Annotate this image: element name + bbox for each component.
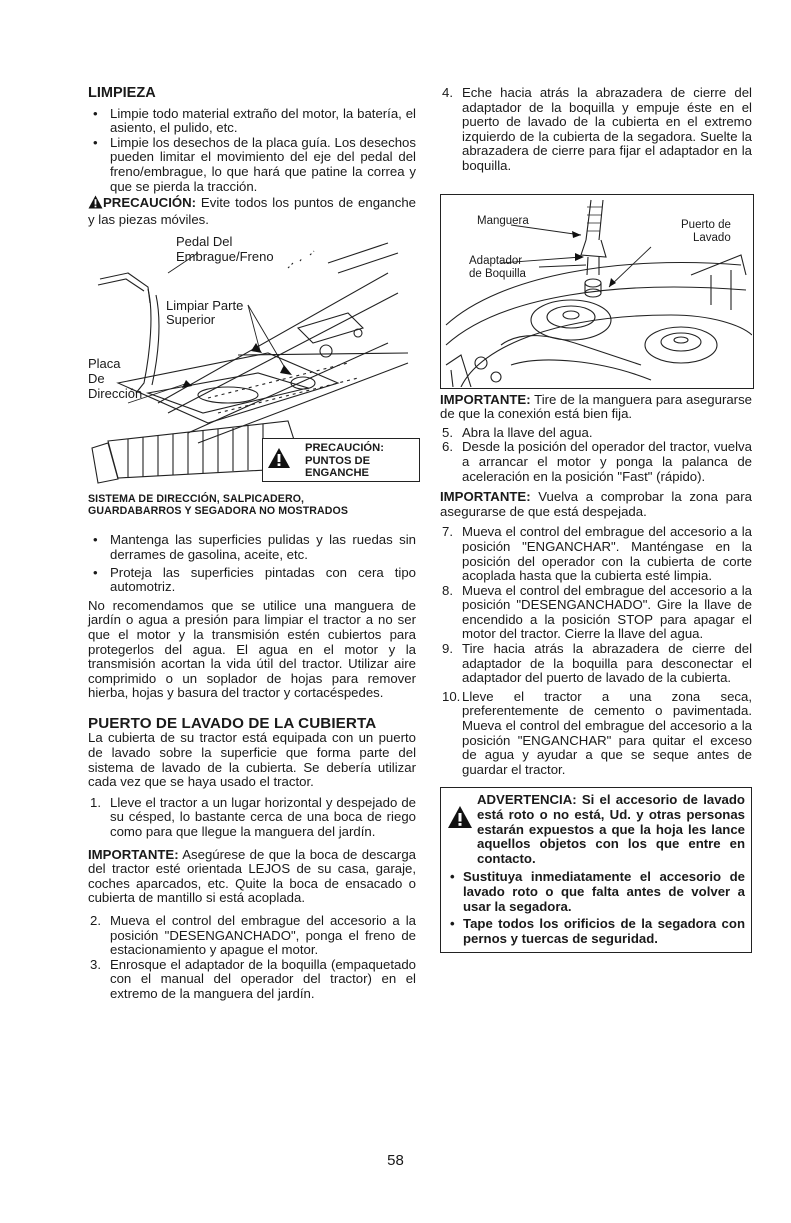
- importante-text: Asegúrese de que la boca de descarga del tractor esté orientada LEJOS de su casa, garaje, coches aparcados, etc. Quite la boca de ensacado o cubierta de mantillo si está acoplada.: [88, 846, 416, 906]
- importante-note-1: [440, 393, 752, 422]
- page-number: 58: [387, 1152, 404, 1169]
- step-text: Lleve el tractor a una zona seca, preferentemente de cemento o pavimentada. Mueva el control del embrague del accesorio a la posición "ENGANCHAR" para quitar el exceso de agua y ayudar a que se seque antes de guardar el tractor.: [462, 688, 752, 777]
- step-text: Desde la posición del operador del tractor, vuelva a arrancar el motor y ponga la palanca de aceleración en la posición "Fast" (rápido).: [462, 439, 752, 484]
- label-adaptador-1: Adaptador: [469, 254, 523, 267]
- importante-note: [88, 848, 416, 906]
- step-number: 2.: [90, 913, 101, 928]
- step-number: 1.: [90, 794, 101, 810]
- step-text: Lleve el tractor a un lugar horizontal y despejado de su césped, lo bastante cerca de una boca de riego como para que llegue la manguera del jardín.: [110, 794, 416, 840]
- list-item: [88, 796, 416, 840]
- importante-label: IMPORTANTE:: [88, 846, 179, 862]
- list-item: [88, 914, 416, 958]
- importante-text: Vuelva a comprobar la zona para asegurarse de que está despejada.: [440, 489, 752, 519]
- figure-caption-1: SISTEMA DE DIRECCIÓN, SALPICADERO,: [88, 493, 305, 506]
- precaucion-note: [88, 195, 416, 227]
- importante-label: IMPORTANTE:: [440, 489, 531, 505]
- precaucion-label: PRECAUCIÓN:: [103, 195, 197, 211]
- importante-note-2: [440, 490, 752, 519]
- step-number: 9.: [442, 641, 453, 657]
- importante-text: Tire de la manguera para asegurarse de que la conexión está bien fija.: [440, 391, 752, 422]
- list-item: • Sustituya inmediatamente el accesorio de lavado roto o que falta antes de volver a usar la segadora.: [450, 869, 745, 914]
- figure-wash-port: [440, 194, 754, 389]
- caution-pinch-box: [262, 438, 420, 482]
- right-column: [440, 86, 752, 953]
- bullet-text: Sustituya inmediatamente el accesorio de lavado roto o que falta antes de volver a usar la segadora.: [463, 869, 745, 914]
- caution-line-3: ENGANCHE: [305, 467, 370, 480]
- figure-caption-2: GUARDABARROS Y SEGADORA NO MOSTRADOS: [88, 505, 349, 518]
- list-item: • Mantenga las superficies pulidas y las ruedas sin derrames de gasolina, aceite, etc.: [93, 532, 416, 562]
- label-manguera: Manguera: [477, 214, 529, 227]
- limpieza-heading: LIMPIEZA: [88, 85, 156, 101]
- step-text: Mueva el control del embrague del accesorio a la posición "ENGANCHAR". Manténgase en la posición del operador con la cubierta de corte acoplada hasta que la cubierta esté limpia.: [462, 524, 752, 584]
- warning-bullets: [447, 870, 745, 946]
- step-text: Enrosque el adaptador de la boquilla (empaquetado con el manual del operador del tractor) en el extremo de la manguera del jardín.: [110, 956, 416, 1001]
- step-number: 7.: [442, 524, 453, 540]
- care-bullets: [88, 533, 416, 594]
- steps-list-4: [440, 426, 752, 484]
- caution-pinch-text: [305, 442, 384, 479]
- puerto-intro: La cubierta de su tractor está equipada con un puerto de lavado sobre la superficie que forma parte del sistema de lavado de la cubierta. Se debería utilizar cada vez que se haya usado el tractor.: [88, 730, 416, 790]
- steps-list-5: [440, 525, 752, 777]
- bullet-text: Proteja las superficies pintadas con cera tipo automotriz.: [110, 564, 416, 595]
- label-limpiar-2: Superior: [166, 312, 216, 328]
- left-column: [88, 86, 416, 1002]
- list-item: • Limpie los desechos de la placa guía. Los desechos pueden limitar el movimiento del eje del pedal del freno/embrague, lo que hará que patine la correa y que se pierda la tracción.: [93, 134, 416, 194]
- puerto-heading: PUERTO DE LAVADO DE LA CUBIERTA: [88, 714, 377, 732]
- step-number: 6.: [442, 439, 453, 455]
- precaucion-text: Evite todos los puntos de enganche y las piezas móviles.: [88, 195, 416, 227]
- warning-triangle-icon: [267, 447, 291, 469]
- bullet-text: Limpie los desechos de la placa guía. Los desechos pueden limitar el movimiento del eje del pedal del freno/embrague, lo que hará que patine la correa y que se pierda la tracción.: [110, 134, 416, 194]
- steps-list-1: [88, 796, 416, 840]
- warning-heading: ADVERTENCIA: Si el accesorio de lavado está roto o no está, Ud. y otras personas estarán expuestos a que la hoja les lance aquellos objetos con los que entre en contacto.: [477, 792, 745, 866]
- step-number: 8.: [442, 582, 453, 598]
- caution-line-1: PRECAUCIÓN:: [305, 442, 384, 455]
- label-placa-1: Placa: [88, 356, 121, 372]
- list-item: [440, 584, 752, 642]
- label-pedal-1: Pedal Del: [176, 234, 233, 250]
- list-item: • Limpie todo material extraño del motor, la batería, el asiento, el pulido, etc.: [93, 105, 416, 136]
- step-text: Abra la llave del agua.: [462, 424, 593, 440]
- warning-triangle-icon: [88, 195, 103, 213]
- hose-paragraph: No recomendamos que se utilice una manguera de jardín o agua a presión para limpiar el tractor a no ser que el motor y la transmisión estén cubiertos para protegerlos del agua. El agua en el motor y la transmisión acortan la vida útil del tractor. Utilizar aire comprimido o un soplador de hojas para remover hierba, hojas y basura del tractor y cortacéspedes.: [88, 597, 416, 701]
- list-item: • Proteja las superficies pintadas con cera tipo automotriz.: [93, 564, 416, 595]
- list-item: [440, 440, 752, 484]
- bullet-text: Mantenga las superficies pulidas y las ruedas sin derrames de gasolina, aceite, etc.: [110, 532, 416, 562]
- figure-steering-plate: [88, 233, 416, 489]
- list-item: [440, 690, 752, 778]
- step-number: 5.: [442, 424, 453, 440]
- label-adaptador-2: de Boquilla: [469, 267, 526, 280]
- warning-box: [440, 787, 752, 953]
- steps-list-3: [440, 86, 752, 174]
- step-number: 4.: [442, 85, 453, 100]
- warning-triangle-icon: [447, 793, 477, 866]
- label-placa-2: De: [88, 371, 105, 387]
- list-item: [440, 642, 752, 686]
- bullet-text: Tape todos los orificios de la segadora con pernos y tuercas de seguridad.: [463, 916, 745, 946]
- label-puerto-1: Puerto de: [681, 218, 731, 231]
- list-item: [88, 958, 416, 1002]
- label-placa-3: Dirección: [88, 386, 143, 402]
- limpieza-bullets: [88, 107, 416, 195]
- label-pedal-2: Embrague/Freno: [176, 249, 274, 265]
- step-text: Mueva el control del embrague del accesorio a la posición "DESENGANCHADO", ponga el freno de estacionamiento y apague el motor.: [110, 913, 416, 958]
- list-item: • Tape todos los orificios de la segadora con pernos y tuercas de seguridad.: [450, 916, 745, 946]
- caution-line-2: PUNTOS DE: [305, 454, 371, 467]
- list-item: [440, 86, 752, 174]
- step-text: Mueva el control del embrague del accesorio a la posición "DESENGANCHADO". Gire la llave de encendido a la posición STOP para apagar el motor del tractor. Cierre la llave del agua.: [462, 582, 752, 642]
- step-text: Eche hacia atrás la abrazadera de cierre del adaptador de la boquilla y empuje éste en el puerto de lavado de la cubierta en el extremo izquierdo de la cubierta de la segadora. Suelte la abrazadera de cierre para fijar el adaptador en la boquilla.: [462, 85, 752, 173]
- step-number: 10.: [442, 688, 461, 704]
- steps-list-2: [88, 914, 416, 1002]
- label-limpiar-1: Limpiar Parte: [166, 298, 244, 314]
- list-item: [440, 426, 752, 441]
- bullet-text: Limpie todo material extraño del motor, la batería, el asiento, el pulido, etc.: [110, 105, 416, 136]
- step-text: Tire hacia atrás la abrazadera de cierre del adaptador de la boquilla para desconectar el adaptador del puerto de lavado de la cubierta.: [462, 641, 752, 686]
- label-puerto-2: Lavado: [693, 231, 731, 244]
- step-number: 3.: [90, 956, 101, 972]
- importante-label: IMPORTANTE:: [440, 391, 531, 407]
- list-item: [440, 525, 752, 583]
